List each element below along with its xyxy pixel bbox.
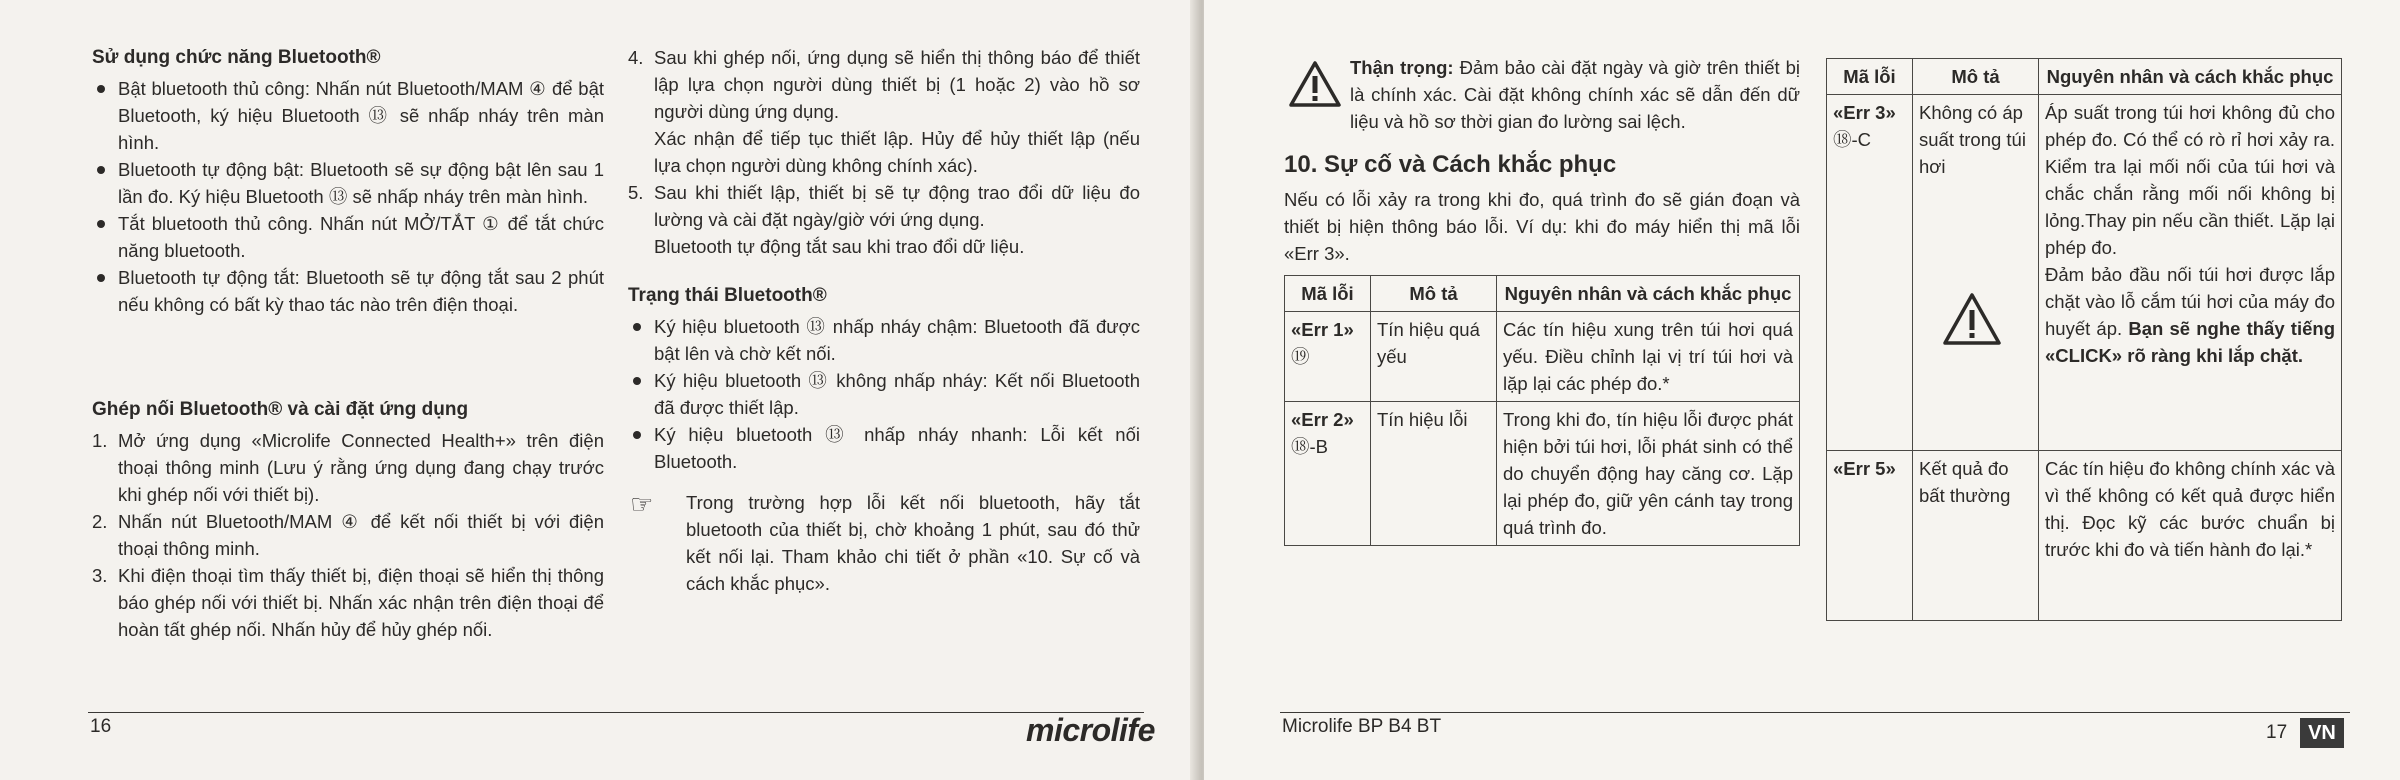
left-page — [0, 0, 1198, 780]
error-code-cell — [1827, 95, 1913, 451]
remedy-text: Áp suất trong túi hơi không đủ cho phép đo. Có thể có rò rỉ hơi xảy ra. Kiểm tra lại mối nối của túi hơi và chắc chắn rằng mối nối không bị lỏng.Thay pin nếu cần thiết. Lặp lại phép đo. — [2045, 102, 2335, 258]
bluetooth-status-list — [628, 313, 1140, 475]
right-page — [1204, 0, 2400, 780]
note-text: Trong trường hợp lỗi kết nối bluetooth, hãy tắt bluetooth của thiết bị, chờ khoảng 1 phút, sau đó thử kết nối lại. Tham khảo chi tiết ở phần «10. Sự cố và cách khắc phục». — [686, 492, 1140, 594]
error-code-cell — [1285, 312, 1371, 402]
footer-rule — [88, 712, 1144, 713]
remedy-emphasis: Bạn sẽ nghe thấy tiếng «CLICK» rõ ràng khi lắp chặt. — [2045, 318, 2335, 366]
list-item: Bật bluetooth thủ công: Nhấn nút Bluetooth/MAM ④ để bật Bluetooth, ký hiệu Bluetooth ⑬ sẽ nhấp nháy trên màn hình. — [92, 75, 604, 156]
display-symbol: ⑱-B — [1291, 436, 1329, 457]
description-cell: Tín hiệu quá yếu — [1371, 312, 1497, 402]
display-symbol: ⑲ — [1291, 346, 1310, 367]
column-header: Mô tả — [1371, 276, 1497, 312]
column-header: Nguyên nhân và cách khắc phục — [1497, 276, 1800, 312]
step-extra: Bluetooth tự động tắt sau khi trao đổi dữ liệu. — [654, 236, 1025, 257]
step-text: Mở ứng dụng «Microlife Connected Health+» trên điện thoại thông minh (Lưu ý rằng ứng dụng đang chạy trước khi ghép nối với thiết bị). — [118, 430, 604, 505]
right-column-1 — [1284, 54, 1800, 546]
error-code: «Err 1» — [1291, 319, 1354, 340]
step-text: Sau khi thiết lập, thiết bị sẽ tự động trao đổi dữ liệu đo lường và cài đặt ngày/giờ với ứng dụng. — [654, 182, 1140, 230]
pairing-heading: Ghép nối Bluetooth® và cài đặt ứng dụng — [92, 399, 469, 420]
error-table-2 — [1826, 58, 2342, 621]
error-code: «Err 3» — [1833, 102, 1896, 123]
left-column-1 — [92, 44, 604, 643]
error-code-cell — [1285, 402, 1371, 546]
column-header: Nguyên nhân và cách khắc phục — [2039, 59, 2342, 95]
description-cell: Tín hiệu lỗi — [1371, 402, 1497, 546]
bluetooth-usage-heading: Sử dụng chức năng Bluetooth® — [92, 47, 381, 68]
column-header: Mã lỗi — [1827, 59, 1913, 95]
list-item — [92, 508, 604, 562]
remedy-cell: Trong khi đo, tín hiệu lỗi được phát hiện bởi túi hơi, lỗi phát sinh có thể do chuyển động hay căng cơ. Lặp lại phép đo, giữ yên cánh tay trong quá trình đo. — [1497, 402, 1800, 546]
step-number: 3. — [92, 565, 108, 586]
note-box — [628, 489, 1140, 597]
step-extra: Xác nhận để tiếp tục thiết lập. Hủy để hủy thiết lập (nếu lựa chọn người dùng không chính xác). — [654, 128, 1140, 176]
step-text: Khi điện thoại tìm thấy thiết bị, điện thoại sẽ hiển thị thông báo ghép nối với thiết bị. Nhấn xác nhận trên điện thoại để hoàn tất ghép nối. Nhấn hủy để hủy ghép nối. — [118, 565, 604, 640]
pairing-steps — [92, 427, 604, 643]
language-badge: VN — [2300, 718, 2344, 748]
caution-text: Đảm bảo cài đặt ngày và giờ trên thiết bị là chính xác. Cài đặt không chính xác sẽ dẫn đến dữ liệu và hồ sơ thời gian đo lường sai lệch. — [1350, 57, 1800, 132]
list-item — [92, 427, 604, 508]
list-item: Ký hiệu bluetooth ⑬ nhấp nháy chậm: Bluetooth đã được bật lên và chờ kết nối. — [628, 313, 1140, 367]
list-item: Bluetooth tự động bật: Bluetooth sẽ sự động bật lên sau 1 lần đo. Ký hiệu Bluetooth ⑬ sẽ nhấp nháy trên màn hình. — [92, 156, 604, 210]
column-header: Mã lỗi — [1285, 276, 1371, 312]
description-cell: Kết quả đo bất thường — [1913, 451, 2039, 621]
page-number: 17 — [2266, 722, 2288, 743]
list-item: Ký hiệu bluetooth ⑬ không nhấp nháy: Kết nối Bluetooth đã được thiết lập. — [628, 367, 1140, 421]
step-number: 5. — [628, 182, 644, 203]
section-intro: Nếu có lỗi xảy ra trong khi đo, quá trình đo sẽ gián đoạn và thiết bị hiện thông báo lỗi. Ví dụ: khi đo máy hiển thị mã lỗi «Err 3». — [1284, 189, 1800, 264]
list-item — [628, 179, 1140, 260]
bluetooth-usage-list — [92, 75, 604, 318]
table-row — [1827, 95, 2342, 451]
error-code: «Err 5» — [1833, 458, 1896, 479]
bluetooth-status-heading: Trạng thái Bluetooth® — [628, 285, 827, 306]
caution-box — [1284, 54, 1800, 135]
left-column-2 — [628, 44, 1140, 597]
table-header-row — [1827, 59, 2342, 95]
table-row — [1285, 312, 1800, 402]
list-item — [628, 44, 1140, 179]
page-number: 16 — [90, 716, 112, 737]
step-text: Sau khi ghép nối, ứng dụng sẽ hiển thị thông báo để thiết lập lựa chọn người dùng thiết bị (1 hoặc 2) vào hồ sơ người dùng ứng dụng. — [654, 47, 1140, 122]
list-item — [92, 562, 604, 643]
footer-rule — [1280, 712, 2350, 713]
step-text: Nhấn nút Bluetooth/MAM ④ để kết nối thiết bị với điện thoại thông minh. — [118, 511, 604, 559]
step-number: 1. — [92, 430, 108, 451]
error-code-cell — [1827, 451, 1913, 621]
error-code: «Err 2» — [1291, 409, 1354, 430]
remedy-cell: Các tín hiệu đo không chính xác và vì thế không có kết quả được hiển thị. Đọc kỹ các bước chuẩn bị trước khi đo và tiến hành đo lại.* — [2039, 451, 2342, 621]
remedy-text: Đảm bảo đầu nối túi hơi được lắp chặt vào lỗ cắm túi hơi của máy đo huyết áp. — [2045, 264, 2335, 339]
list-item: Tắt bluetooth thủ công. Nhấn nút MỞ/TẮT ① để tắt chức năng bluetooth. — [92, 210, 604, 264]
table-row — [1285, 402, 1800, 546]
right-column-2 — [1826, 58, 2346, 621]
table-header-row — [1285, 276, 1800, 312]
footer-model: Microlife BP B4 BT — [1282, 716, 1442, 737]
warning-icon — [1941, 291, 2003, 347]
list-item: Bluetooth tự động tắt: Bluetooth sẽ tự động tắt sau 2 phút nếu không có bất kỳ thao tác nào trên điện thoại. — [92, 264, 604, 318]
column-header: Mô tả — [1913, 59, 2039, 95]
display-symbol: ⑱-C — [1833, 129, 1872, 150]
list-item: Ký hiệu bluetooth ⑬ nhấp nháy nhanh: Lỗi kết nối Bluetooth. — [628, 421, 1140, 475]
caution-label: Thận trọng: — [1350, 57, 1454, 78]
warning-icon — [1288, 60, 1342, 108]
section-heading: 10. Sự cố và Cách khắc phục — [1284, 151, 1617, 178]
step-number: 4. — [628, 47, 644, 68]
description-text: Không có áp suất trong túi hơi — [1919, 102, 2026, 177]
brand-logo: microlife — [1026, 712, 1155, 748]
table-row — [1827, 451, 2342, 621]
description-cell — [1913, 95, 2039, 451]
error-table-1 — [1284, 275, 1800, 546]
pairing-steps-continued — [628, 44, 1140, 260]
remedy-cell: Các tín hiệu xung trên túi hơi quá yếu. Điều chỉnh lại vị trí túi hơi và lặp lại các phép đo.* — [1497, 312, 1800, 402]
step-number: 2. — [92, 511, 108, 532]
pointing-hand-icon: ☞ — [630, 489, 654, 519]
remedy-cell — [2039, 95, 2342, 451]
